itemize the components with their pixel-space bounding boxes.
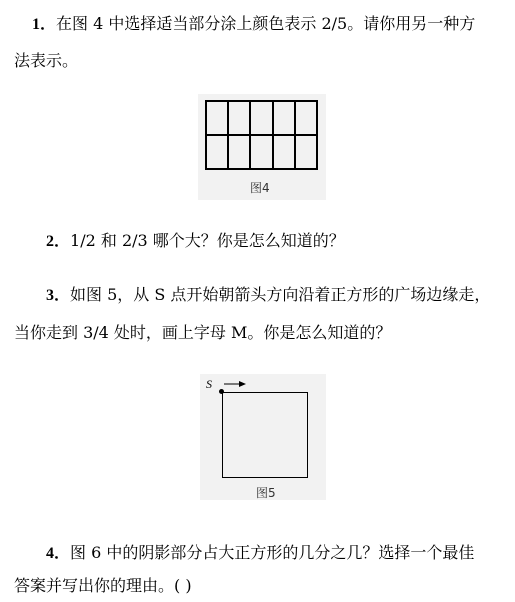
question-2-line-1: 2．1/2 和 2/3 哪个大？你是怎么知道的？ xyxy=(46,231,345,250)
question-3-line-1: 3．如图 5，从 S 点开始朝箭头方向沿着正方形的广场边缘走， xyxy=(46,285,491,304)
figure-5-caption: 图5 xyxy=(256,486,276,500)
figure-4-grid xyxy=(205,100,318,170)
question-2-text: 1/2 和 2/3 哪个大？你是怎么知道的？ xyxy=(70,231,345,250)
grid-cell xyxy=(273,101,295,135)
grid-cell xyxy=(228,101,250,135)
figure-5-square xyxy=(222,392,308,478)
grid-cell xyxy=(206,135,228,169)
question-4-line-1: 4．图 6 中的阴影部分占大正方形的几分之几？选择一个最佳 xyxy=(46,543,475,562)
question-1-line-2 xyxy=(14,51,78,71)
grid-cell xyxy=(250,101,272,135)
question-1-line-1: 1．在图 4 中选择适当部分涂上颜色表示 2/5。请你用另一种方 xyxy=(32,14,476,33)
question-4-text-cont: 答案并写出你的理由。( ) xyxy=(14,576,192,595)
question-4-text: 图 6 中的阴影部分占大正方形的几分之几？选择一个最佳 xyxy=(70,543,475,562)
grid-cell xyxy=(206,101,228,135)
grid-cell xyxy=(250,135,272,169)
question-3-number: 3 xyxy=(46,287,54,304)
figure-4-caption: 图4 xyxy=(250,181,270,195)
start-point-label: S xyxy=(206,377,212,391)
direction-arrow-icon xyxy=(224,380,246,388)
question-2-number: 2 xyxy=(46,233,54,250)
question-1-text: 在图 4 中选择适当部分涂上颜色表示 2/5。请你用另一种方 xyxy=(56,14,476,33)
question-1-text-cont: 法表示。 xyxy=(14,51,79,70)
grid-cell xyxy=(228,135,250,169)
question-1-number: 1 xyxy=(32,16,40,33)
question-3-text-cont: 当你走到 3/4 处时，画上字母 M。你是怎么知道的？ xyxy=(14,323,392,342)
question-3-text: 如图 5，从 S 点开始朝箭头方向沿着正方形的广场边缘走， xyxy=(70,285,491,304)
grid-cell xyxy=(273,135,295,169)
question-3-line-2 xyxy=(14,323,391,343)
grid-cell xyxy=(295,135,317,169)
grid-cell xyxy=(295,101,317,135)
question-4-number: 4 xyxy=(46,545,54,562)
question-4-line-2 xyxy=(14,576,192,596)
